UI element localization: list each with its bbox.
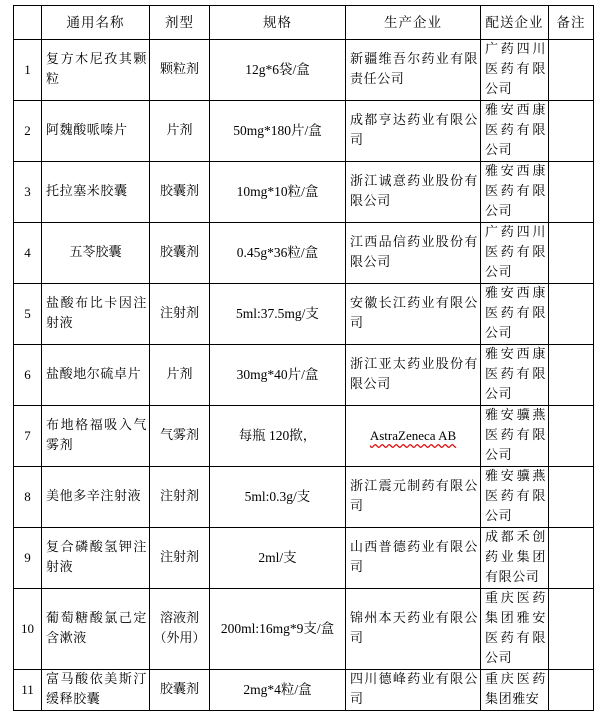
manufacturer: 四川德峰药业有限公司: [346, 670, 481, 711]
distributor: 雅安西康医药有限公司: [481, 101, 549, 162]
drug-name: 富马酸依美斯汀缓释胶囊: [42, 670, 150, 711]
table-row: [14, 101, 594, 162]
distributor: 重庆医药集团雅安: [481, 670, 549, 711]
table-header-row: [14, 6, 594, 40]
drug-spec: 5ml:0.3g/支: [210, 467, 346, 528]
header-distributor: 配送企业: [481, 6, 549, 40]
remark: [549, 40, 594, 101]
header-maker: 生产企业: [346, 6, 481, 40]
drug-spec: 10mg*10粒/盒: [210, 162, 346, 223]
remark: [549, 284, 594, 345]
manufacturer: 浙江亚太药业股份有限公司: [346, 345, 481, 406]
manufacturer: 安徽长江药业有限公司: [346, 284, 481, 345]
dosage-form: 溶液剂（外用）: [150, 589, 210, 670]
drug-distribution-sheet: [13, 5, 593, 711]
remark: [549, 528, 594, 589]
drug-name: 布地格福吸入气雾剂: [42, 406, 150, 467]
dosage-form: 注射剂: [150, 284, 210, 345]
drug-spec: 2mg*4粒/盒: [210, 670, 346, 711]
table-row: [14, 670, 594, 711]
manufacturer: [346, 406, 481, 467]
dosage-form: 胶囊剂: [150, 670, 210, 711]
dosage-form: 胶囊剂: [150, 223, 210, 284]
drug-name: 盐酸地尔硫卓片: [42, 345, 150, 406]
remark: [549, 223, 594, 284]
distributor: 雅安西康医药有限公司: [481, 162, 549, 223]
manufacturer: 新疆维吾尔药业有限责任公司: [346, 40, 481, 101]
dosage-form: 注射剂: [150, 467, 210, 528]
drug-spec: 30mg*40片/盒: [210, 345, 346, 406]
drug-spec: 5ml:37.5mg/支: [210, 284, 346, 345]
table-row: [14, 40, 594, 101]
drug-name: 托拉塞米胶囊: [42, 162, 150, 223]
drug-spec: 2ml/支: [210, 528, 346, 589]
table-row: [14, 345, 594, 406]
drug-spec: 0.45g*36粒/盒: [210, 223, 346, 284]
drug-spec: 12g*6袋/盒: [210, 40, 346, 101]
remark: [549, 589, 594, 670]
dosage-form: 片剂: [150, 101, 210, 162]
remark: [549, 406, 594, 467]
row-index: 7: [14, 406, 42, 467]
row-index: 10: [14, 589, 42, 670]
manufacturer: 山西普德药业有限公司: [346, 528, 481, 589]
remark: [549, 162, 594, 223]
dosage-form: 胶囊剂: [150, 162, 210, 223]
table-row: [14, 284, 594, 345]
distributor: 广药四川医药有限公司: [481, 223, 549, 284]
drug-name: 盐酸布比卡因注射液: [42, 284, 150, 345]
row-index: 2: [14, 101, 42, 162]
manufacturer: 浙江诚意药业股份有限公司: [346, 162, 481, 223]
row-index: 4: [14, 223, 42, 284]
distributor: 雅安西康医药有限公司: [481, 284, 549, 345]
distributor: 雅安骥燕医药有限公司: [481, 406, 549, 467]
row-index: 1: [14, 40, 42, 101]
manufacturer: 浙江震元制药有限公司: [346, 467, 481, 528]
drug-name: 阿魏酸哌嗪片: [42, 101, 150, 162]
header-remark: 备注: [549, 6, 594, 40]
table-row: [14, 406, 594, 467]
distributor: 成都禾创药业集团有限公司: [481, 528, 549, 589]
drug-spec: 50mg*180片/盒: [210, 101, 346, 162]
header-form: 剂型: [150, 6, 210, 40]
drug-name: 美他多辛注射液: [42, 467, 150, 528]
manufacturer-name: AstraZeneca AB: [369, 428, 457, 443]
table-row: [14, 162, 594, 223]
header-spec: 规格: [210, 6, 346, 40]
row-index: 11: [14, 670, 42, 711]
drug-spec: 每瓶 120揿，: [210, 406, 346, 467]
row-index: 6: [14, 345, 42, 406]
header-name: 通用名称: [42, 6, 150, 40]
dosage-form: 颗粒剂: [150, 40, 210, 101]
drug-name: 五苓胶囊: [42, 223, 150, 284]
dosage-form: 片剂: [150, 345, 210, 406]
row-index: 3: [14, 162, 42, 223]
distributor: 广药四川医药有限公司: [481, 40, 549, 101]
drug-name: 复方木尼孜其颗粒: [42, 40, 150, 101]
dosage-form: 注射剂: [150, 528, 210, 589]
table-row: [14, 467, 594, 528]
distributor: 雅安西康医药有限公司: [481, 345, 549, 406]
drug-spec: 200ml:16mg*9支/盒: [210, 589, 346, 670]
table-row: [14, 528, 594, 589]
distributor: 雅安骥燕医药有限公司: [481, 467, 549, 528]
row-index: 9: [14, 528, 42, 589]
remark: [549, 101, 594, 162]
row-index: 8: [14, 467, 42, 528]
drug-table: [13, 5, 594, 711]
row-index: 5: [14, 284, 42, 345]
dosage-form: 气雾剂: [150, 406, 210, 467]
manufacturer: 锦州本天药业有限公司: [346, 589, 481, 670]
remark: [549, 345, 594, 406]
header-index: [14, 6, 42, 40]
table-row: [14, 223, 594, 284]
remark: [549, 670, 594, 711]
manufacturer: 江西品信药业股份有限公司: [346, 223, 481, 284]
distributor: 重庆医药集团雅安医药有限公司: [481, 589, 549, 670]
manufacturer: 成都亨达药业有限公司: [346, 101, 481, 162]
drug-name: 复合磷酸氢钾注射液: [42, 528, 150, 589]
remark: [549, 467, 594, 528]
table-row: [14, 589, 594, 670]
drug-name: 葡萄糖酸氯己定含漱液: [42, 589, 150, 670]
